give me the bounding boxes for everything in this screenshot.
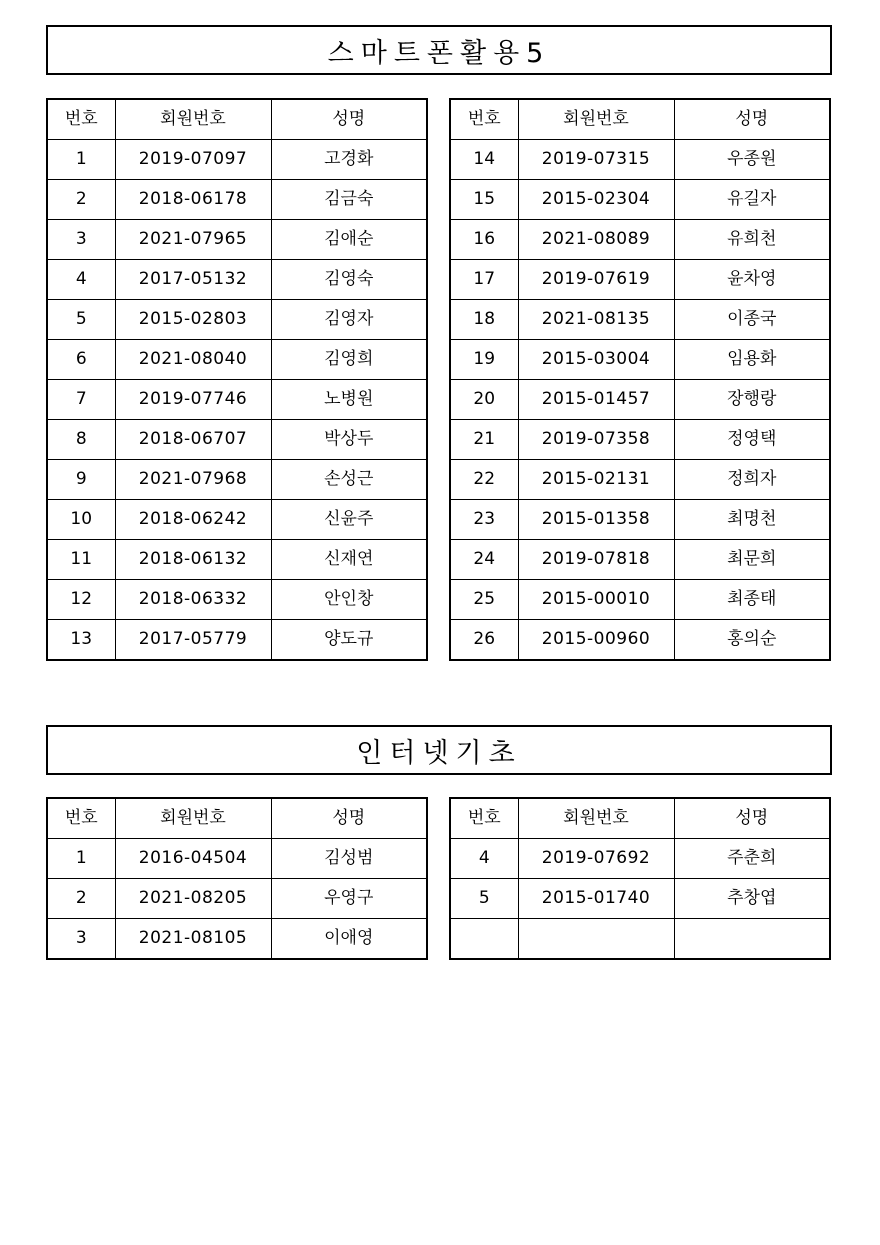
cell-member-id: 2017-05132 — [115, 260, 271, 300]
cell-name: 신재연 — [271, 540, 427, 580]
cell-name: 최문희 — [674, 540, 830, 580]
cell-name: 양도규 — [271, 620, 427, 661]
table-row — [47, 340, 427, 380]
col-header-member-id: 회원번호 — [518, 798, 674, 839]
cell-member-id: 2015-02304 — [518, 180, 674, 220]
cell-number: 17 — [450, 260, 518, 300]
cell-name: 김금숙 — [271, 180, 427, 220]
cell-number: 26 — [450, 620, 518, 661]
member-table-right — [449, 98, 831, 661]
cell-number: 1 — [47, 140, 115, 180]
table-row — [47, 500, 427, 540]
cell-number: 16 — [450, 220, 518, 260]
cell-member-id: 2021-08105 — [115, 919, 271, 960]
table-row — [450, 300, 830, 340]
table-row — [47, 839, 427, 879]
cell-member-id: 2015-00010 — [518, 580, 674, 620]
section-title: 스마트폰활용5 — [46, 25, 832, 75]
cell-number: 1 — [47, 839, 115, 879]
table-row — [47, 180, 427, 220]
cell-name: 우종원 — [674, 140, 830, 180]
col-header-name: 성명 — [271, 798, 427, 839]
cell-name: 김영숙 — [271, 260, 427, 300]
cell-member-id: 2018-06332 — [115, 580, 271, 620]
table-row — [47, 420, 427, 460]
cell-member-id: 2019-07746 — [115, 380, 271, 420]
cell-member-id: 2015-02803 — [115, 300, 271, 340]
cell-member-id: 2018-06242 — [115, 500, 271, 540]
cell-name: 주춘희 — [674, 839, 830, 879]
cell-member-id: 2021-08089 — [518, 220, 674, 260]
cell-name: 추창엽 — [674, 879, 830, 919]
cell-number: 25 — [450, 580, 518, 620]
cell-number: 12 — [47, 580, 115, 620]
table-row — [450, 879, 830, 919]
cell-number: 11 — [47, 540, 115, 580]
cell-number: 8 — [47, 420, 115, 460]
cell-member-id: 2015-01740 — [518, 879, 674, 919]
table-row — [450, 220, 830, 260]
col-header-member-id: 회원번호 — [115, 798, 271, 839]
col-header-name: 성명 — [674, 99, 830, 140]
cell-number: 18 — [450, 300, 518, 340]
cell-number: 2 — [47, 879, 115, 919]
cell-member-id: 2021-07965 — [115, 220, 271, 260]
table-row — [450, 919, 830, 960]
cell-name: 신윤주 — [271, 500, 427, 540]
table-header-row — [47, 99, 427, 140]
cell-name — [674, 919, 830, 960]
cell-member-id: 2015-00960 — [518, 620, 674, 661]
cell-number: 24 — [450, 540, 518, 580]
table-row — [450, 580, 830, 620]
cell-number — [450, 919, 518, 960]
cell-number: 21 — [450, 420, 518, 460]
cell-number: 13 — [47, 620, 115, 661]
cell-name: 유희천 — [674, 220, 830, 260]
table-row — [450, 260, 830, 300]
cell-name: 정희자 — [674, 460, 830, 500]
cell-member-id: 2018-06178 — [115, 180, 271, 220]
cell-number: 15 — [450, 180, 518, 220]
cell-name: 김영자 — [271, 300, 427, 340]
cell-name: 이종국 — [674, 300, 830, 340]
table-row — [450, 540, 830, 580]
cell-member-id: 2021-08205 — [115, 879, 271, 919]
cell-number: 14 — [450, 140, 518, 180]
cell-name: 장행랑 — [674, 380, 830, 420]
cell-number: 22 — [450, 460, 518, 500]
cell-member-id: 2019-07619 — [518, 260, 674, 300]
member-table-left — [46, 797, 428, 960]
cell-name: 김성범 — [271, 839, 427, 879]
table-row — [450, 460, 830, 500]
table-row — [47, 879, 427, 919]
member-table-right — [449, 797, 831, 960]
col-header-name: 성명 — [271, 99, 427, 140]
cell-number: 3 — [47, 919, 115, 960]
cell-member-id: 2019-07818 — [518, 540, 674, 580]
table-row — [450, 839, 830, 879]
cell-name: 정영택 — [674, 420, 830, 460]
cell-name: 최명천 — [674, 500, 830, 540]
table-header-row — [450, 798, 830, 839]
cell-name: 노병원 — [271, 380, 427, 420]
table-row — [47, 919, 427, 960]
cell-member-id: 2021-07968 — [115, 460, 271, 500]
member-table-left — [46, 98, 428, 661]
cell-member-id: 2021-08040 — [115, 340, 271, 380]
section-title: 인터넷기초 — [46, 725, 832, 775]
table-row — [47, 380, 427, 420]
cell-number: 4 — [47, 260, 115, 300]
table-row — [450, 420, 830, 460]
cell-member-id: 2019-07097 — [115, 140, 271, 180]
cell-member-id: 2019-07315 — [518, 140, 674, 180]
table-row — [450, 500, 830, 540]
cell-name: 손성근 — [271, 460, 427, 500]
table-row — [450, 380, 830, 420]
col-header-number: 번호 — [450, 99, 518, 140]
cell-member-id: 2018-06132 — [115, 540, 271, 580]
table-row — [47, 620, 427, 661]
cell-number: 7 — [47, 380, 115, 420]
cell-name: 임용화 — [674, 340, 830, 380]
col-header-number: 번호 — [47, 798, 115, 839]
cell-name: 김영희 — [271, 340, 427, 380]
cell-member-id: 2021-08135 — [518, 300, 674, 340]
table-header-row — [450, 99, 830, 140]
table-row — [47, 300, 427, 340]
col-header-member-id: 회원번호 — [115, 99, 271, 140]
table-row — [47, 580, 427, 620]
cell-member-id: 2015-01358 — [518, 500, 674, 540]
cell-name: 이애영 — [271, 919, 427, 960]
table-row — [450, 340, 830, 380]
table-row — [47, 260, 427, 300]
cell-member-id: 2015-03004 — [518, 340, 674, 380]
cell-name: 김애순 — [271, 220, 427, 260]
cell-number: 23 — [450, 500, 518, 540]
table-row — [47, 540, 427, 580]
table-header-row — [47, 798, 427, 839]
cell-number: 2 — [47, 180, 115, 220]
cell-name: 유길자 — [674, 180, 830, 220]
cell-member-id: 2019-07358 — [518, 420, 674, 460]
table-row — [47, 220, 427, 260]
table-row — [450, 180, 830, 220]
cell-number: 5 — [450, 879, 518, 919]
cell-number: 6 — [47, 340, 115, 380]
col-header-number: 번호 — [450, 798, 518, 839]
cell-number: 20 — [450, 380, 518, 420]
cell-member-id: 2017-05779 — [115, 620, 271, 661]
cell-member-id: 2018-06707 — [115, 420, 271, 460]
table-row — [450, 620, 830, 661]
cell-number: 4 — [450, 839, 518, 879]
col-header-name: 성명 — [674, 798, 830, 839]
cell-name: 고경화 — [271, 140, 427, 180]
cell-member-id: 2016-04504 — [115, 839, 271, 879]
col-header-number: 번호 — [47, 99, 115, 140]
cell-number: 19 — [450, 340, 518, 380]
cell-number: 3 — [47, 220, 115, 260]
cell-member-id: 2015-02131 — [518, 460, 674, 500]
col-header-member-id: 회원번호 — [518, 99, 674, 140]
cell-member-id: 2015-01457 — [518, 380, 674, 420]
cell-number: 5 — [47, 300, 115, 340]
cell-name: 우영구 — [271, 879, 427, 919]
cell-name: 홍의순 — [674, 620, 830, 661]
cell-member-id: 2019-07692 — [518, 839, 674, 879]
cell-name: 최종태 — [674, 580, 830, 620]
cell-name: 박상두 — [271, 420, 427, 460]
table-row — [47, 460, 427, 500]
cell-number: 9 — [47, 460, 115, 500]
cell-member-id — [518, 919, 674, 960]
cell-number: 10 — [47, 500, 115, 540]
table-row — [47, 140, 427, 180]
cell-name: 안인창 — [271, 580, 427, 620]
table-row — [450, 140, 830, 180]
cell-name: 윤차영 — [674, 260, 830, 300]
